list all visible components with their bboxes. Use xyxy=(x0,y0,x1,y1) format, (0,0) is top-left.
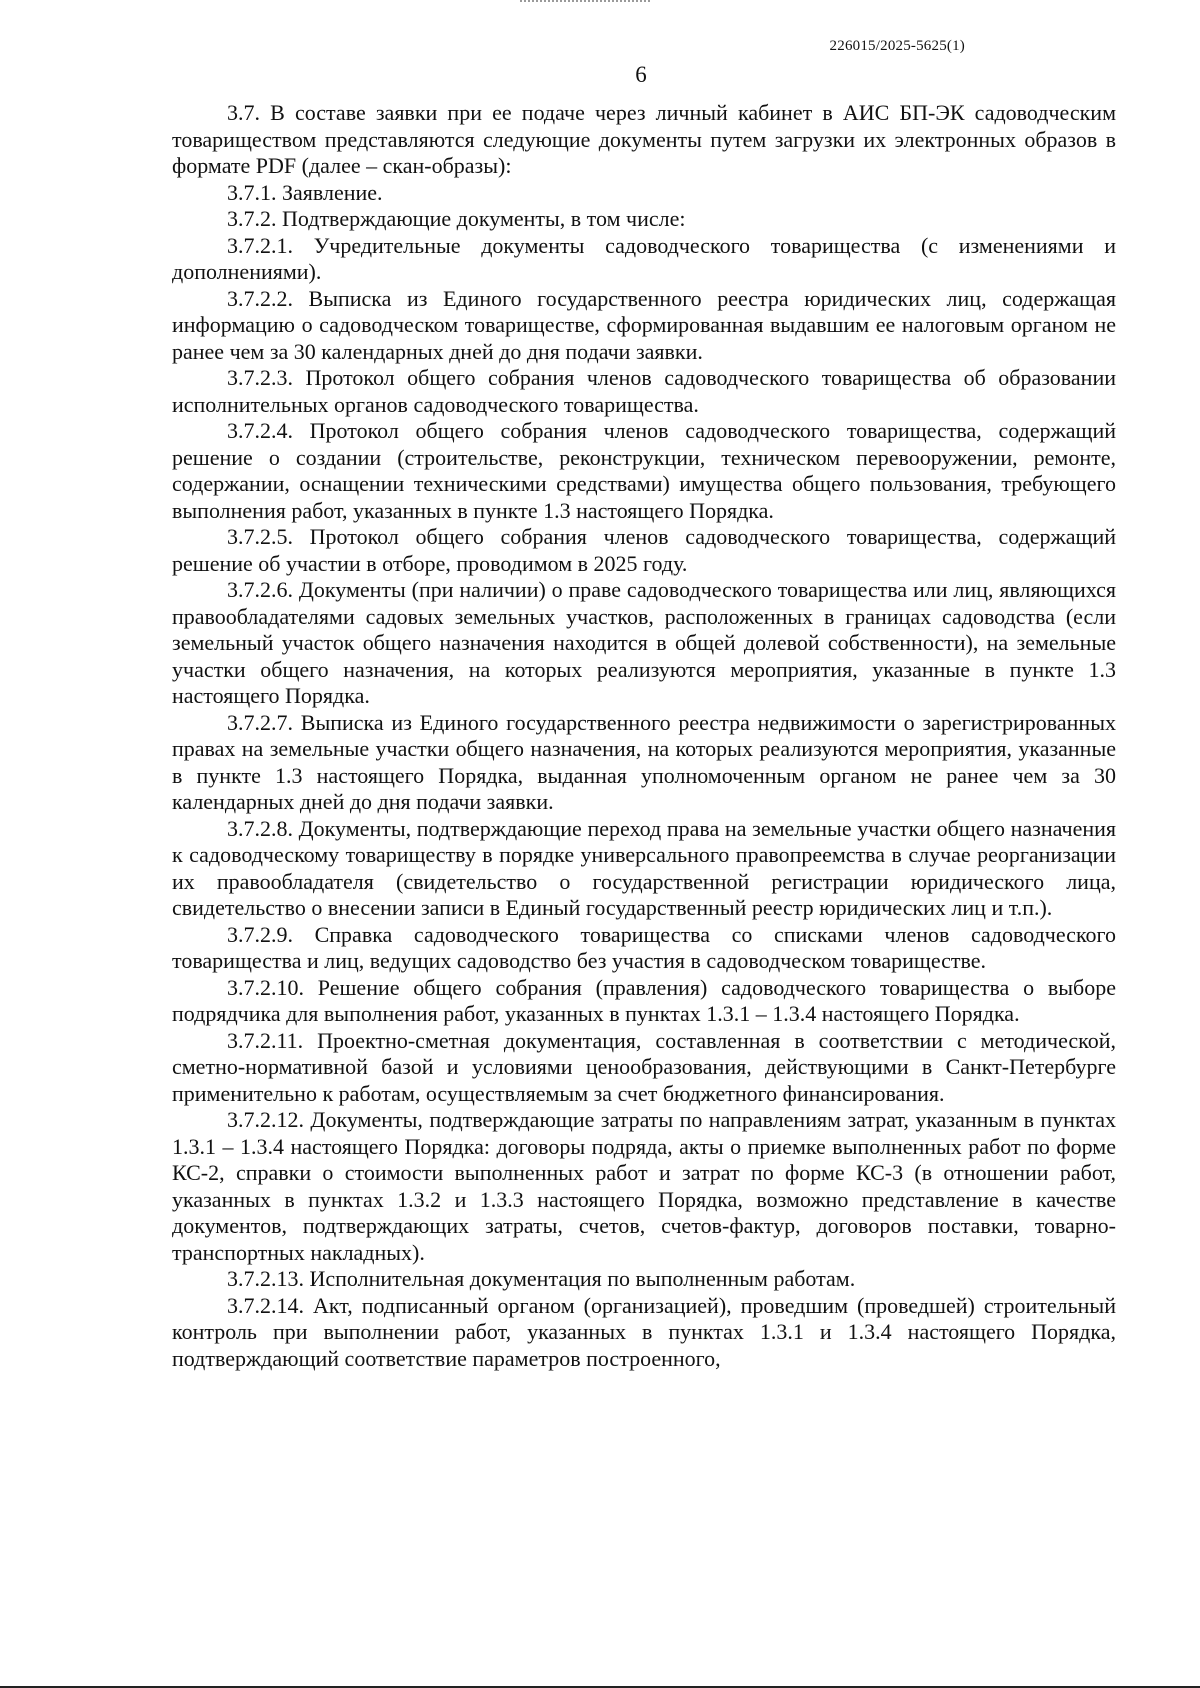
paragraph-3-7: 3.7. В составе заявки при ее подаче через личный кабинет в АИС БП-ЭК садоводческим товариществом представляются следующие документы путем загрузки их электронных образов в формате PDF (далее – скан-образы): xyxy=(172,100,1116,178)
paragraph-3-7-2-11: 3.7.2.11. Проектно-сметная документация, составленная в соответствии с методической, сметно-нормативной базой и условиями ценообразования, действующими в Санкт-Петербурге применительно к работам, осуществляемым за счет бюджетного финансирования. xyxy=(172,1027,1116,1106)
paragraph-3-7-2-13: 3.7.2.13. Исполнительная документация по выполненным работам. xyxy=(227,1266,856,1291)
document-id: 226015/2025-5625(1) xyxy=(829,38,965,54)
document-body xyxy=(172,100,1116,1372)
paragraph-3-7-2-9: 3.7.2.9. Справка садоводческого товарищества со списками членов садоводческого товарищества и лиц, ведущих садоводство без участия в садоводческом товариществе. xyxy=(172,921,1116,973)
paragraph-3-7-2-4: 3.7.2.4. Протокол общего собрания членов садоводческого товарищества, содержащий решение о создании (строительстве, реконструкции, техническом перевооружении, ремонте, содержании, оснащении техническими средствами) имущества общего пользования, требующего выполнения работ, указанных в пункте 1.3 настоящего Порядка. xyxy=(172,418,1116,523)
paragraph-3-7-2-3: 3.7.2.3. Протокол общего собрания членов садоводческого товарищества об образовании исполнительных органов садоводческого товарищества. xyxy=(172,365,1116,417)
paragraph-3-7-2-1: 3.7.2.1. Учредительные документы садоводческого товарищества (с изменениями и дополнениями). xyxy=(172,232,1116,284)
page-number: 6 xyxy=(635,62,647,87)
paragraph-3-7-2-2: 3.7.2.2. Выписка из Единого государственного реестра юридических лиц, содержащая информацию о садоводческом товариществе, сформированная выдавшим ее налоговым органом не ранее чем за 30 календарных дней до дня подачи заявки. xyxy=(172,285,1116,364)
paragraph-3-7-1: 3.7.1. Заявление. xyxy=(227,179,383,205)
paragraph-3-7-2-5: 3.7.2.5. Протокол общего собрания членов садоводческого товарищества, содержащий решение об участии в отборе, проводимом в 2025 году. xyxy=(172,524,1116,576)
paragraph-3-7-2-8: 3.7.2.8. Документы, подтверждающие переход права на земельные участки общего назначения к садоводческому товариществу в порядке универсального правопреемства в случае реорганизации их правообладателя (свидетельство о государственной регистрации юридического лица, свидетельство о внесении записи в Единый государственный реестр юридических лиц и т.п.). xyxy=(172,815,1116,920)
paragraph-3-7-2-6: 3.7.2.6. Документы (при наличии) о праве садоводческого товарищества или лиц, являющихся правообладателями садовых земельных участков, расположенных в границах садоводства (если земельный участок общего назначения находится в общей долевой собственности), на земельные участки общего назначения, на которых реализуются мероприятия, указанные в пункте 1.3 настоящего Порядка. xyxy=(172,577,1116,708)
paragraph-3-7-2-14: 3.7.2.14. Акт, подписанный органом (организацией), проведшим (проведшей) строительный контроль при выполнении работ, указанных в пунктах 1.3.1 и 1.3.4 настоящего Порядка, подтверждающий соответствие параметров построенного, xyxy=(172,1292,1116,1371)
paragraph-3-7-2: 3.7.2. Подтверждающие документы, в том числе: xyxy=(227,206,686,231)
scan-artifact xyxy=(520,0,650,5)
paragraph-3-7-2-12: 3.7.2.12. Документы, подтверждающие затраты по направлениям затрат, указанным в пунктах 1.3.1 – 1.3.4 настоящего Порядка: договоры подряда, акты о приемке выполненных работ по форме КС-2, справки о стоимости выполненных работ и затрат по форме КС-3 (в отношении работ, указанных в пунктах 1.3.2 и 1.3.3 настоящего Порядка, возможно представление в качестве документов, подтверждающих затраты, счетов, счетов-фактур, договоров поставки, товарно-транспортных накладных). xyxy=(172,1107,1116,1265)
paragraph-3-7-2-10: 3.7.2.10. Решение общего собрания (правления) садоводческого товарищества о выборе подрядчика для выполнения работ, указанных в пунктах 1.3.1 – 1.3.4 настоящего Порядка. xyxy=(172,974,1116,1026)
paragraph-3-7-2-7: 3.7.2.7. Выписка из Единого государственного реестра недвижимости о зарегистрированных правах на земельные участки общего назначения, на которых реализуются мероприятия, указанные в пункте 1.3 настоящего Порядка, выданная уполномоченным органом не ранее чем за 30 календарных дней до дня подачи заявки. xyxy=(172,709,1116,814)
